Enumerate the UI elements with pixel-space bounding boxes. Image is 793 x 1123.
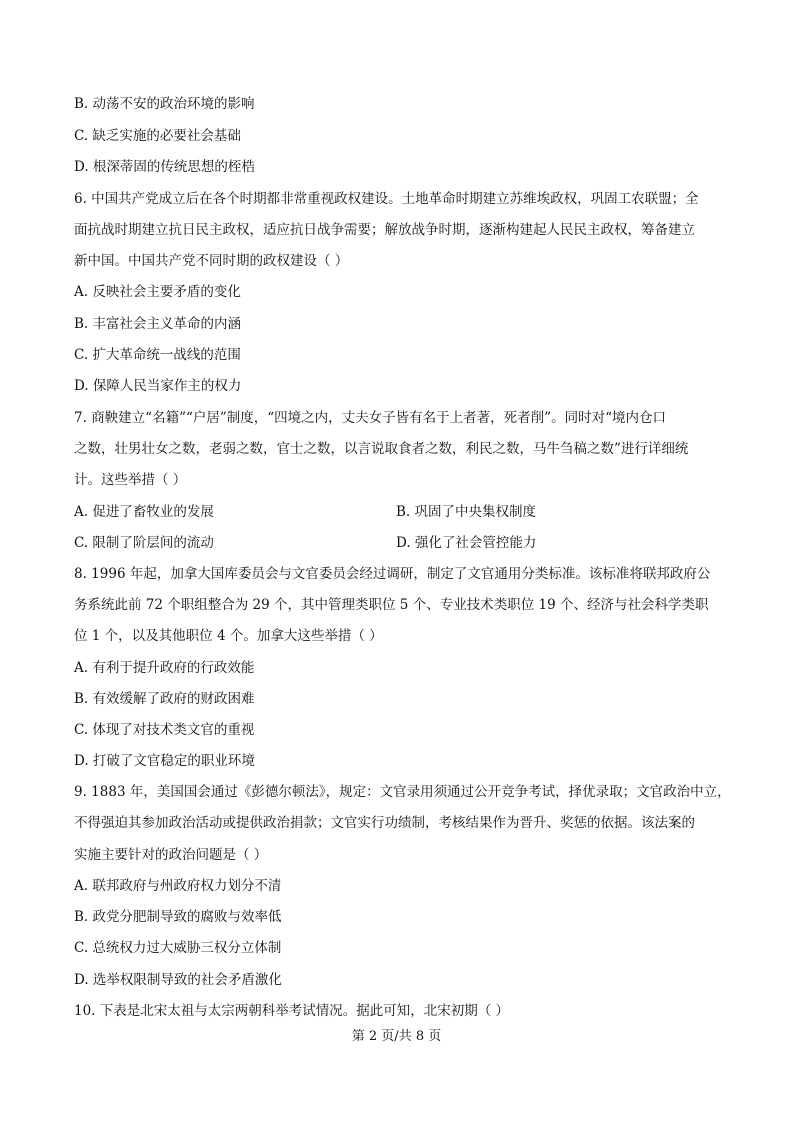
q8-stem-line-1: 8. 1996 年起，加拿大国库委员会与文官委员会经过调研，制定了文官通用分类标准。该标准将联邦政府公	[74, 566, 711, 582]
q5-option-d: D. 根深蒂固的传统思想的桎梏	[74, 159, 255, 175]
q6-option-b: B. 丰富社会主义革命的内涵	[74, 316, 242, 332]
q8-option-c: C. 体现了对技术类文官的重视	[74, 722, 255, 738]
q5-option-c: C. 缺乏实施的必要社会基础	[74, 128, 241, 144]
q6-stem-line-2: 面抗战时期建立抗日民主政权，适应抗日战争需要；解放战争时期，逐渐构建起人民民主政权，筹备建立	[74, 222, 695, 238]
q7-stem-line-1: 7. 商鞅建立“名籍”“户居”制度，“四境之内，丈夫女子皆有名于上者著，死者削”。同时对“境内仓口	[74, 410, 666, 426]
q8-option-b: B. 有效缓解了政府的财政困难	[74, 691, 255, 707]
q6-stem-line-3: 新中国。中国共产党不同时期的政权建设（ ）	[74, 253, 349, 269]
q9-stem-line-2: 不得强迫其参加政治活动或提供政治捐款；文官实行功绩制，考核结果作为晋升、奖惩的依据。该法案的	[74, 815, 695, 831]
q8-option-a: A. 有利于提升政府的行政效能	[74, 660, 255, 676]
q9-option-d: D. 选举权限制导致的社会矛盾激化	[74, 972, 282, 988]
q6-option-a: A. 反映社会主要矛盾的变化	[74, 284, 241, 300]
q10-stem-line-1: 10. 下表是北宋太祖与太宗两朝科举考试情况。据此可知，北宋初期（ ）	[74, 1003, 510, 1019]
q7-stem-line-2: 之数，壮男壮女之数，老弱之数，官士之数，以言说取食者之数，利民之数，马牛刍稿之数”进行详细统	[74, 441, 689, 457]
q8-option-d: D. 打破了文官稳定的职业环境	[74, 753, 255, 769]
q9-stem-line-3: 实施主要针对的政治问题是（ ）	[74, 847, 268, 863]
q7-stem-line-3: 计。这些举措（ ）	[74, 472, 187, 488]
q7-option-a: A. 促进了畜牧业的发展	[74, 504, 214, 520]
q6-option-d: D. 保障人民当家作主的权力	[74, 378, 242, 394]
q9-option-c: C. 总统权力过大威胁三权分立体制	[74, 940, 282, 956]
q7-option-d: D. 强化了社会管控能力	[396, 535, 537, 551]
q8-stem-line-3: 位 1 个，以及其他职位 4 个。加拿大这些举措（ ）	[74, 628, 383, 644]
page-number-footer: 第 2 页/共 8 页	[351, 1029, 442, 1044]
q5-option-b: B. 动荡不安的政治环境的影响	[74, 96, 255, 112]
q6-stem-line-1: 6. 中国共产党成立后在各个时期都非常重视政权建设。土地革命时期建立苏维埃政权，巩固工农联盟；全	[74, 191, 699, 207]
q8-stem-line-2: 务系统此前 72 个职组整合为 29 个，其中管理类职位 5 个、专业技术类职位 19 个、经济与社会科学类职	[74, 597, 709, 613]
q6-option-c: C. 扩大革命统一战线的范围	[74, 347, 241, 363]
q9-option-a: A. 联邦政府与州政府权力划分不清	[74, 878, 282, 894]
q9-option-b: B. 政党分肥制导致的腐败与效率低	[74, 909, 282, 925]
q9-stem-line-1: 9. 1883 年，美国国会通过《彭德尔顿法》，规定：文官录用须通过公开竞争考试，择优录取；文官政治中立，	[74, 784, 731, 800]
q7-option-b: B. 巩固了中央集权制度	[396, 504, 537, 520]
q7-option-c: C. 限制了阶层间的流动	[74, 535, 214, 551]
